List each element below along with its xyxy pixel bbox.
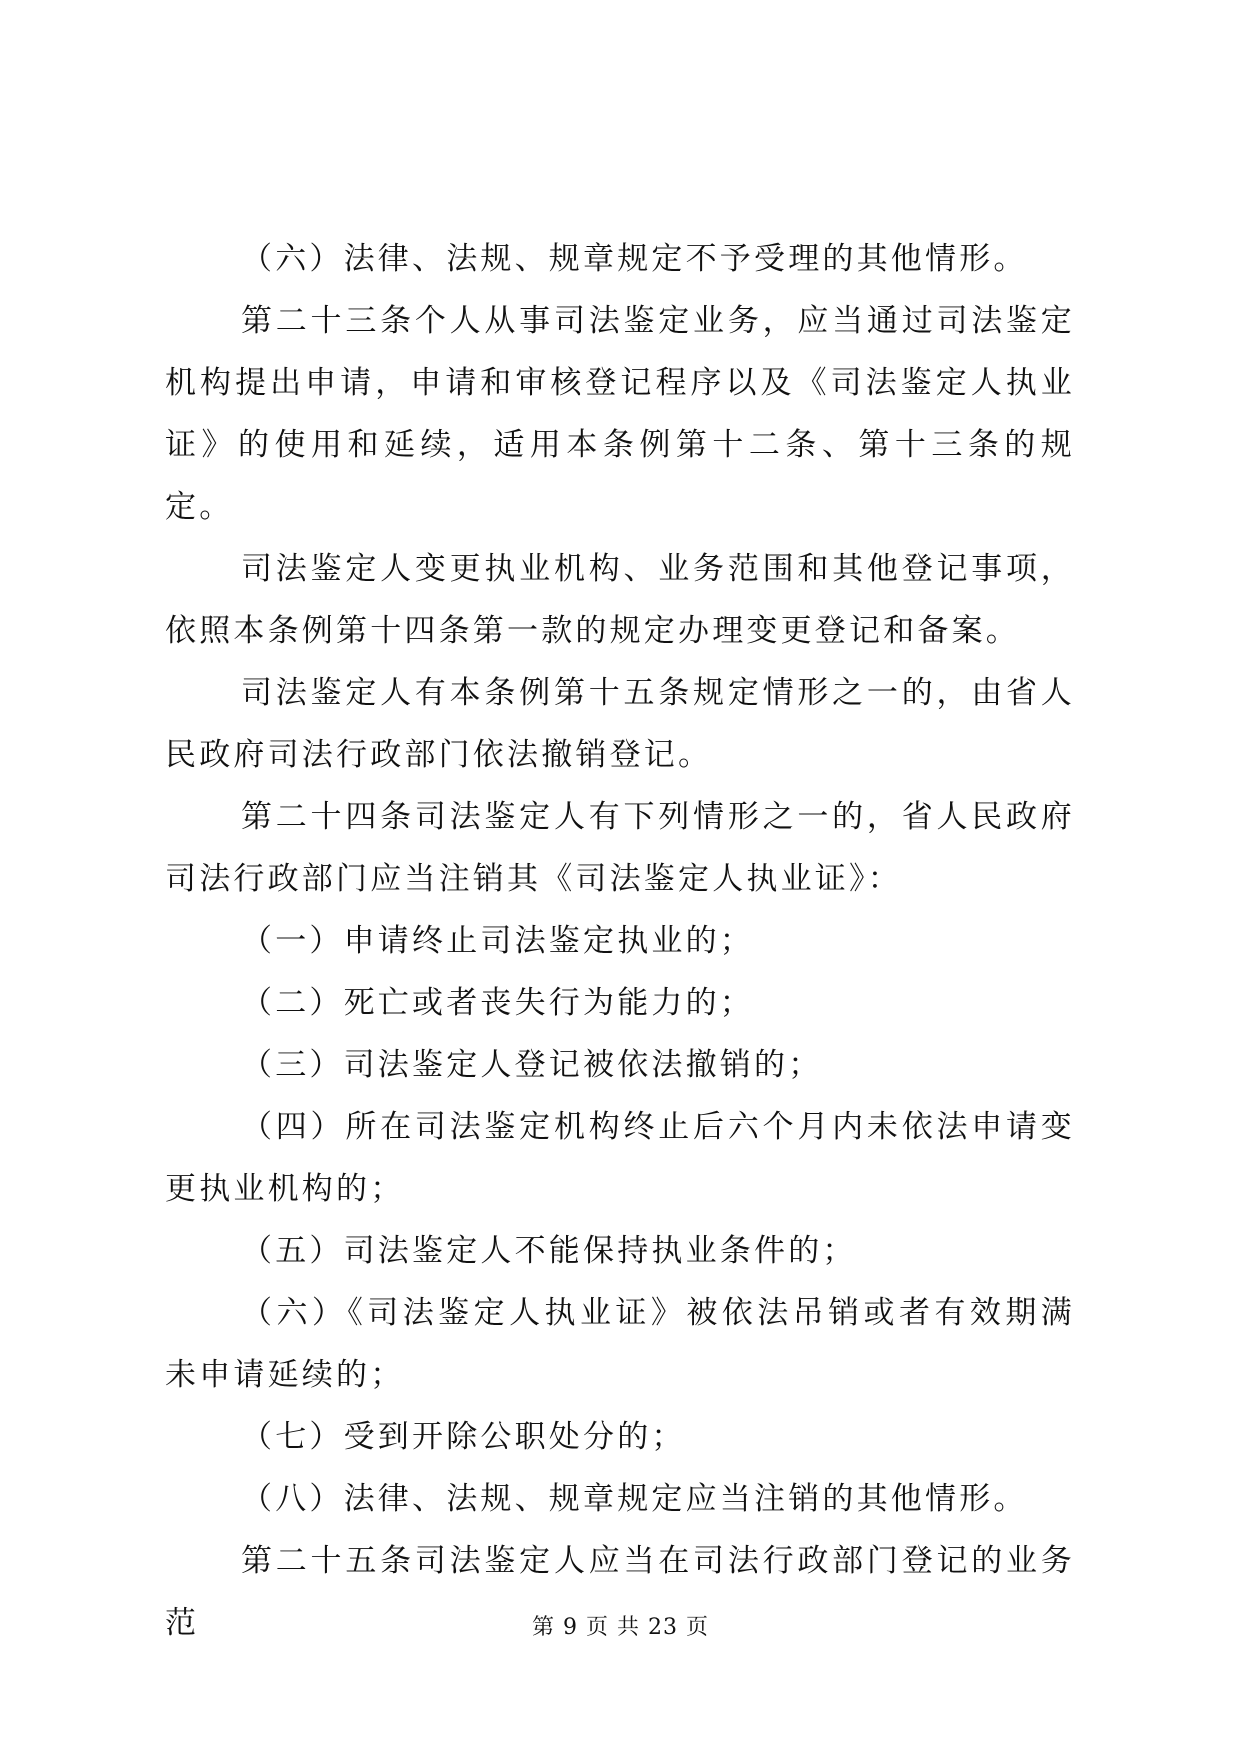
paragraph: 第二十三条个人从事司法鉴定业务，应当通过司法鉴定机构提出申请，申请和审核登记程序以及《司法鉴定人执业证》的使用和延续，适用本条例第十二条、第十三条的规定。 xyxy=(165,303,1075,525)
list-item: （五）司法鉴定人不能保持执业条件的； xyxy=(241,1233,857,1269)
paragraph: （六）法律、法规、规章规定不予受理的其他情形。 xyxy=(241,241,1028,277)
paragraph: 第二十五条司法鉴定人应当在司法行政部门登记的业务范 xyxy=(165,1543,1075,1641)
list-item: （三）司法鉴定人登记被依法撤销的； xyxy=(241,1047,823,1083)
paragraph: 第二十四条司法鉴定人有下列情形之一的，省人民政府司法行政部门应当注销其《司法鉴定人执业证》： xyxy=(165,799,1075,897)
list-item: （六）《司法鉴定人执业证》被依法吊销或者有效期满未申请延续的； xyxy=(165,1295,1075,1393)
document-body xyxy=(165,228,1075,1654)
page-number-footer: 第 9 页 共 23 页 xyxy=(532,1615,709,1640)
list-item: （四）所在司法鉴定机构终止后六个月内未依法申请变更执业机构的； xyxy=(165,1109,1075,1207)
list-item: （二）死亡或者丧失行为能力的； xyxy=(241,985,754,1021)
paragraph: 司法鉴定人有本条例第十五条规定情形之一的，由省人民政府司法行政部门依法撤销登记。 xyxy=(165,675,1075,773)
list-item: （七）受到开除公职处分的； xyxy=(241,1419,686,1455)
paragraph: 司法鉴定人变更执业机构、业务范围和其他登记事项，依照本条例第十四条第一款的规定办理变更登记和备案。 xyxy=(165,551,1075,649)
list-item: （一）申请终止司法鉴定执业的； xyxy=(241,923,754,959)
list-item: （八）法律、法规、规章规定应当注销的其他情形。 xyxy=(241,1481,1028,1517)
